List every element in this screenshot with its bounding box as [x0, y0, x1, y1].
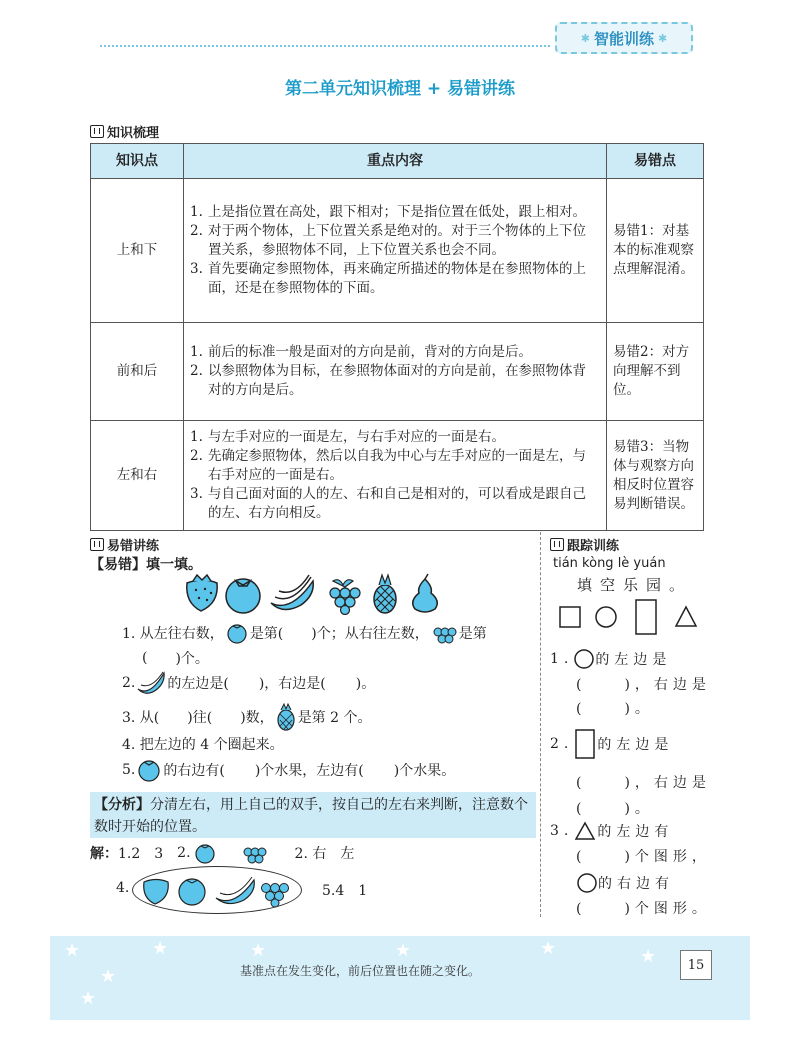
pineapple-icon	[374, 575, 396, 613]
camera-icon	[550, 538, 564, 551]
star-icon: ★	[540, 938, 557, 959]
knowledge-label-text: 知识梳理	[107, 126, 160, 141]
table-row	[91, 421, 704, 531]
circled-fruits	[140, 874, 296, 908]
fruit-row	[183, 573, 448, 615]
section-badge	[555, 22, 693, 54]
shape-row	[556, 598, 702, 638]
content-item: 2. 对于两个物体，上下位置关系是绝对的。对于三个物体的上下位置关系，参照物体不同，上下位置关系也会不同。	[190, 223, 586, 258]
banana-icon	[271, 575, 313, 610]
triangle-icon	[676, 607, 696, 626]
triangle-icon	[573, 820, 597, 842]
pineapple-icon	[275, 703, 297, 731]
grapes-icon	[240, 842, 268, 864]
column-divider	[540, 532, 541, 917]
rectangle-icon	[636, 600, 656, 634]
knowledge-section-label	[90, 122, 159, 141]
practice-label-text: 易错讲练	[107, 539, 160, 554]
point-cell: 前和后	[91, 323, 184, 421]
circle-icon	[576, 872, 598, 894]
circle-icon	[573, 648, 595, 670]
practice-q1-line2: ( )个。	[142, 650, 209, 667]
follow-q3-line2: ( )个图形，	[576, 849, 711, 865]
strawberry-icon	[144, 880, 169, 905]
grapes-icon	[430, 622, 458, 644]
follow-label-text: 跟踪训练	[567, 539, 620, 554]
banana-icon	[136, 671, 166, 695]
footer-band	[50, 936, 750, 1020]
table-row	[91, 323, 704, 421]
star-icon: ✱	[658, 31, 668, 45]
star-icon: ★	[250, 940, 267, 961]
header-point: 知识点	[91, 144, 184, 179]
star-icon: ★	[395, 940, 412, 961]
pear-icon	[413, 574, 438, 612]
point-cell: 左和右	[91, 421, 184, 531]
practice-q1-line1: 1. 从左往右数， 是第( )个；从右往左数， 是第	[122, 622, 487, 644]
badge-label: 智能训练	[593, 29, 654, 48]
page-number: 15	[680, 950, 712, 980]
header-content: 重点内容	[184, 144, 607, 179]
header-dotted-rule	[100, 45, 550, 47]
practice-q4: 4. 把左边的 4 个圈起来。	[122, 737, 284, 753]
question-label: 【易错】填一填。	[90, 557, 202, 573]
star-icon: ✱	[580, 31, 590, 45]
square-icon	[560, 607, 580, 627]
tomato-icon	[192, 842, 218, 864]
analysis-label: 【分析】	[94, 797, 150, 813]
content-item: 2. 先确定参照物体，然后以自我为中心与左手对应的一面是左，与右手对应的一面是右。	[190, 448, 586, 483]
practice-section-label	[90, 535, 159, 554]
page-title: 第二单元知识梳理 + 易错讲练	[284, 79, 516, 99]
answer-line: 解： 1.2 3 2. 2. 右 左	[90, 842, 354, 864]
follow-q2-line1: 2. 的左边是	[550, 728, 673, 760]
star-icon: ★	[152, 938, 169, 959]
star-icon: ★	[64, 940, 81, 961]
practice-q3: 3. 从( )往( )数， 是第 2 个。	[122, 703, 372, 731]
star-icon: ★	[640, 946, 657, 967]
content-item: 3. 与自己面对面的人的左、右和自己是相对的，可以看成是跟自己的左、右方向相反。	[190, 486, 586, 521]
content-item: 1. 前后的标准一般是面对的方向是前，背对的方向是后。	[190, 344, 532, 360]
content-cell	[184, 323, 607, 421]
follow-q3-line4: ( )个图形。	[576, 901, 711, 917]
answer-4-label: 4.	[116, 880, 130, 896]
bookmark-icon	[90, 538, 104, 551]
rectangle-icon	[573, 728, 597, 760]
follow-title: 填空乐园。	[577, 576, 693, 594]
tomato-icon	[179, 879, 205, 905]
content-cell	[184, 179, 607, 323]
analysis-text: 分清左右，用上自己的双手，按自己的左右来判断，注意数个数时开始的位置。	[94, 797, 528, 835]
answer-5: 5.4 1	[322, 883, 368, 899]
follow-section-label	[550, 535, 619, 554]
tomato-icon	[226, 579, 260, 613]
error-cell: 易错3：当物体与观察方向相反时位置容易判断错误。	[607, 421, 704, 531]
content-item: 3. 首先要确定参照物体，再来确定所描述的物体是在参照物体的上面，还是在参照物体的下面。	[190, 261, 586, 296]
table-header-row	[91, 144, 704, 179]
book-icon	[90, 125, 104, 138]
follow-q1-line3: ( )。	[576, 701, 654, 717]
practice-q2: 2. 的左边是( )，右边是( )。	[122, 671, 375, 695]
point-cell: 上和下	[91, 179, 184, 323]
error-cell: 易错1：对基本的标准观察点理解混淆。	[607, 179, 704, 323]
follow-q3-line3: 的右边有	[576, 872, 674, 894]
error-cell: 易错2：对方向理解不到位。	[607, 323, 704, 421]
grapes-icon	[262, 884, 289, 908]
follow-q3-line1: 3. 的左边有	[550, 820, 673, 842]
footer-note: 基准点在发生变化，前后位置也在随之变化。	[239, 964, 480, 978]
follow-q2-line2: ( )，右边是	[576, 775, 711, 791]
content-item: 2. 以参照物体为目标，在参照物体面对的方向是前，在参照物体背对的方向是后。	[190, 363, 586, 398]
tomato-icon	[225, 622, 249, 644]
follow-q1-line1: 1. 的左边是	[550, 648, 671, 670]
star-icon: ★	[80, 988, 97, 1009]
circle-icon	[596, 607, 616, 627]
knowledge-table	[90, 143, 704, 531]
banana-icon	[216, 877, 254, 904]
follow-q2-line3: ( )。	[576, 801, 654, 817]
follow-q1-line2: ( )，右边是	[576, 677, 711, 693]
header-error: 易错点	[607, 144, 704, 179]
tomato-icon	[136, 758, 162, 782]
content-item: 1. 与左手对应的一面是左，与右手对应的一面是右。	[190, 429, 505, 445]
table-row	[91, 179, 704, 323]
content-cell	[184, 421, 607, 531]
content-item: 1. 上是指位置在高处，跟下相对；下是指位置在低处，跟上相对。	[190, 204, 586, 220]
grapes-icon	[330, 580, 360, 615]
analysis-box	[90, 792, 536, 838]
pinyin-line: tián kòng lè yuán	[553, 556, 666, 571]
strawberry-icon	[187, 575, 217, 611]
practice-q5: 5. 的右边有( )个水果，左边有( )个水果。	[122, 758, 455, 782]
star-icon: ★	[100, 966, 117, 987]
